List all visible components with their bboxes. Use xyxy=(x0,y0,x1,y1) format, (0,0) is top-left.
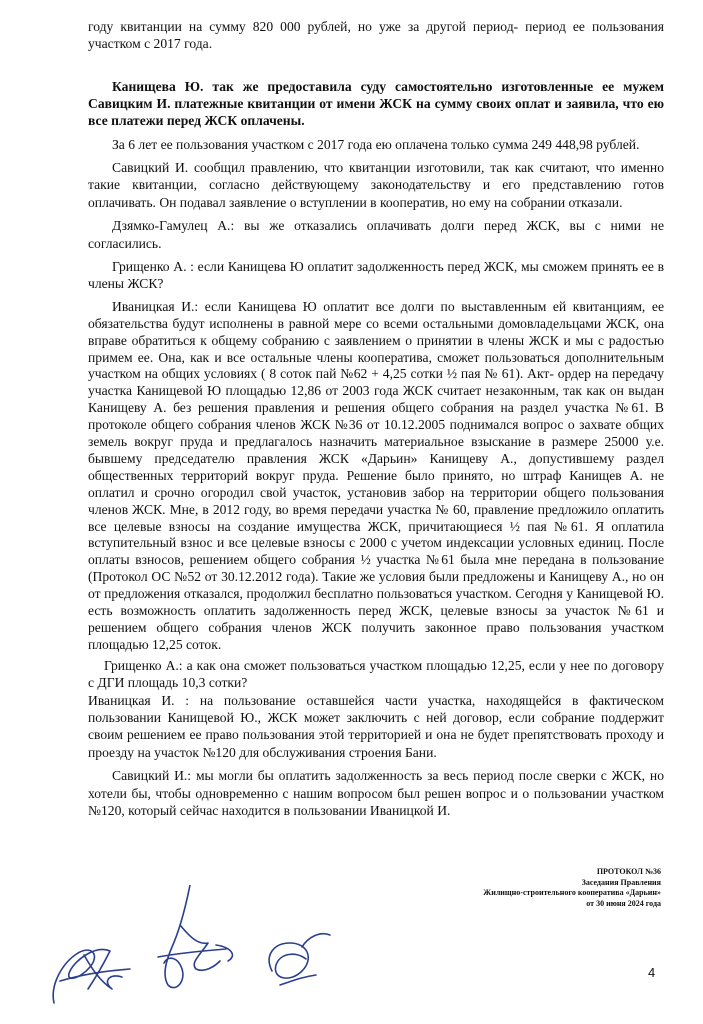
paragraph-ivanitskaya-contract: Иваницкая И. : на пользование оставшейся части участка, находящейся в фактическом пользовании Канищевой Ю., ЖСК может заключить с ней договор, если собрание поддержит своим решением ее право пользования этой территорией и она не будет препятствовать проходу и проезду на участок №120 для обслуживания строения Бани. xyxy=(88,692,664,760)
paragraph-grishchenko-area: Грищенко А.: а как она сможет пользоваться участком площадью 12,25, если у нее по договору с ДГИ площадь 10,3 сотки? xyxy=(88,657,664,691)
signature-2 xyxy=(158,885,232,988)
paragraph-savitsky-offer: Савицкий И.: мы могли бы оплатить задолженность за весь период после сверки с ЖСК, но хотели бы, чтобы одновременно с нашим вопросом был решен вопрос и о пользовании участком №120, который сейчас находится в пользовании Иваницкой И. xyxy=(88,768,664,819)
footer-meeting: Заседания Правления xyxy=(581,877,661,887)
protocol-footer xyxy=(361,867,661,909)
paragraph-grishchenko-question: Грищенко А. : если Канищева Ю оплатит задолженность перед ЖСК, мы сможем принять ее в члены ЖСК? xyxy=(88,258,664,292)
signature-3 xyxy=(269,934,330,985)
footer-cooperative: Жилищно-строительного кооператива «Дарьин» xyxy=(483,888,661,897)
paragraph-savitsky: Савицкий И. сообщил правлению, что квитанции изготовили, так как считают, что именно такие квитанции, согласно действующему законодательству и его представлению готов оплачивать. Он подавал заявление о вступлении в кооператив, но ему на собрании отказали. xyxy=(88,159,664,210)
paragraph-payment-sum: За 6 лет ее пользования участком с 2017 года ею оплачена только сумма 249 448,98 рублей. xyxy=(112,136,640,152)
page-number: 4 xyxy=(648,965,656,980)
document-body xyxy=(88,18,664,819)
footer-protocol-number: ПРОТОКОЛ №36 xyxy=(596,867,661,876)
paragraph-ivanitskaya-answer: Иваницкая И.: если Канищева Ю оплатит все долги по выставленным ей квитанциям, ее обязательства будут исполнены в равной мере со всеми остальными домовладельцами ЖСК, она вправе обратиться к общему собранию с заявлением о принятии в члены ЖСК и мы с радостью примем ее. Она, как и все остальные члены кооператива, сможет пользоваться дополнительным участком на общих условиях ( 8 соток пай №62 + 4,25 сотки ½ пая № 61). Акт- ордер на передачу участка Канищевой Ю площадью 12,86 от 2003 года ЖСК считает незаконным, так как он выдан Канищеву А. без решения правления и решения общего собрания на раздел участка №61. В протоколе общего собрания членов ЖСК №36 от 10.12.2005 поднимался вопрос о захвате общих земель вокруг пруда и предлагалось назначить материальное взыскание в размере 25000 у.е. бывшему председателю правления ЖСК «Дарьин» Канищеву А., допустившему раздел общественных территорий вокруг пруда. Решение было принято, но штраф Канищев А. не оплатил и срочно огородил свой участок, установив забор на территории общего пользования членов ЖСК. Мне, в 2012 году, во время передачи участка № 60, правление предложило оплатить все целевые взносы на создание имущества ЖСК, причитающиеся ½ пая №61. Я оплатила вступительный взнос и все целевые взносы с 2000 с учетом индексации условных единиц. После оплаты взносов, решением общего собрания ½ участка №61 была мне передана в пользование (Протокол ОС №52 от 30.12.2012 года). Такие же условия были предложены и Канищеву А., но он от предложения отказался, продолжил бесплатно пользоваться участком. Сегодня у Канищевой Ю. есть возможность оплатить задолженность перед ЖСК, целевые взносы за участок №61 и решением общего собрания членов ЖСК получить законное право пользования участком площадью 12,25 соток. xyxy=(88,298,664,652)
paragraph-continuation: году квитанции на сумму 820 000 рублей, но уже за другой период- период ее пользования участком с 2017 года. xyxy=(88,19,664,52)
footer-date: от 30 июня 2024 года xyxy=(586,898,661,908)
signature-1 xyxy=(53,950,122,1003)
paragraph-bold-statement: Канищева Ю. так же предоставила суду самостоятельно изготовленные ее мужем Савицким И. платежные квитанции от имени ЖСК на сумму своих оплат и заявила, что ею все платежи перед ЖСК оплачены. xyxy=(88,78,664,128)
handwritten-signatures xyxy=(40,885,360,1010)
paragraph-dzyamko: Дзямко-Гамулец А.: вы же отказались оплачивать долги перед ЖСК, вы с ними не согласились. xyxy=(88,218,664,251)
